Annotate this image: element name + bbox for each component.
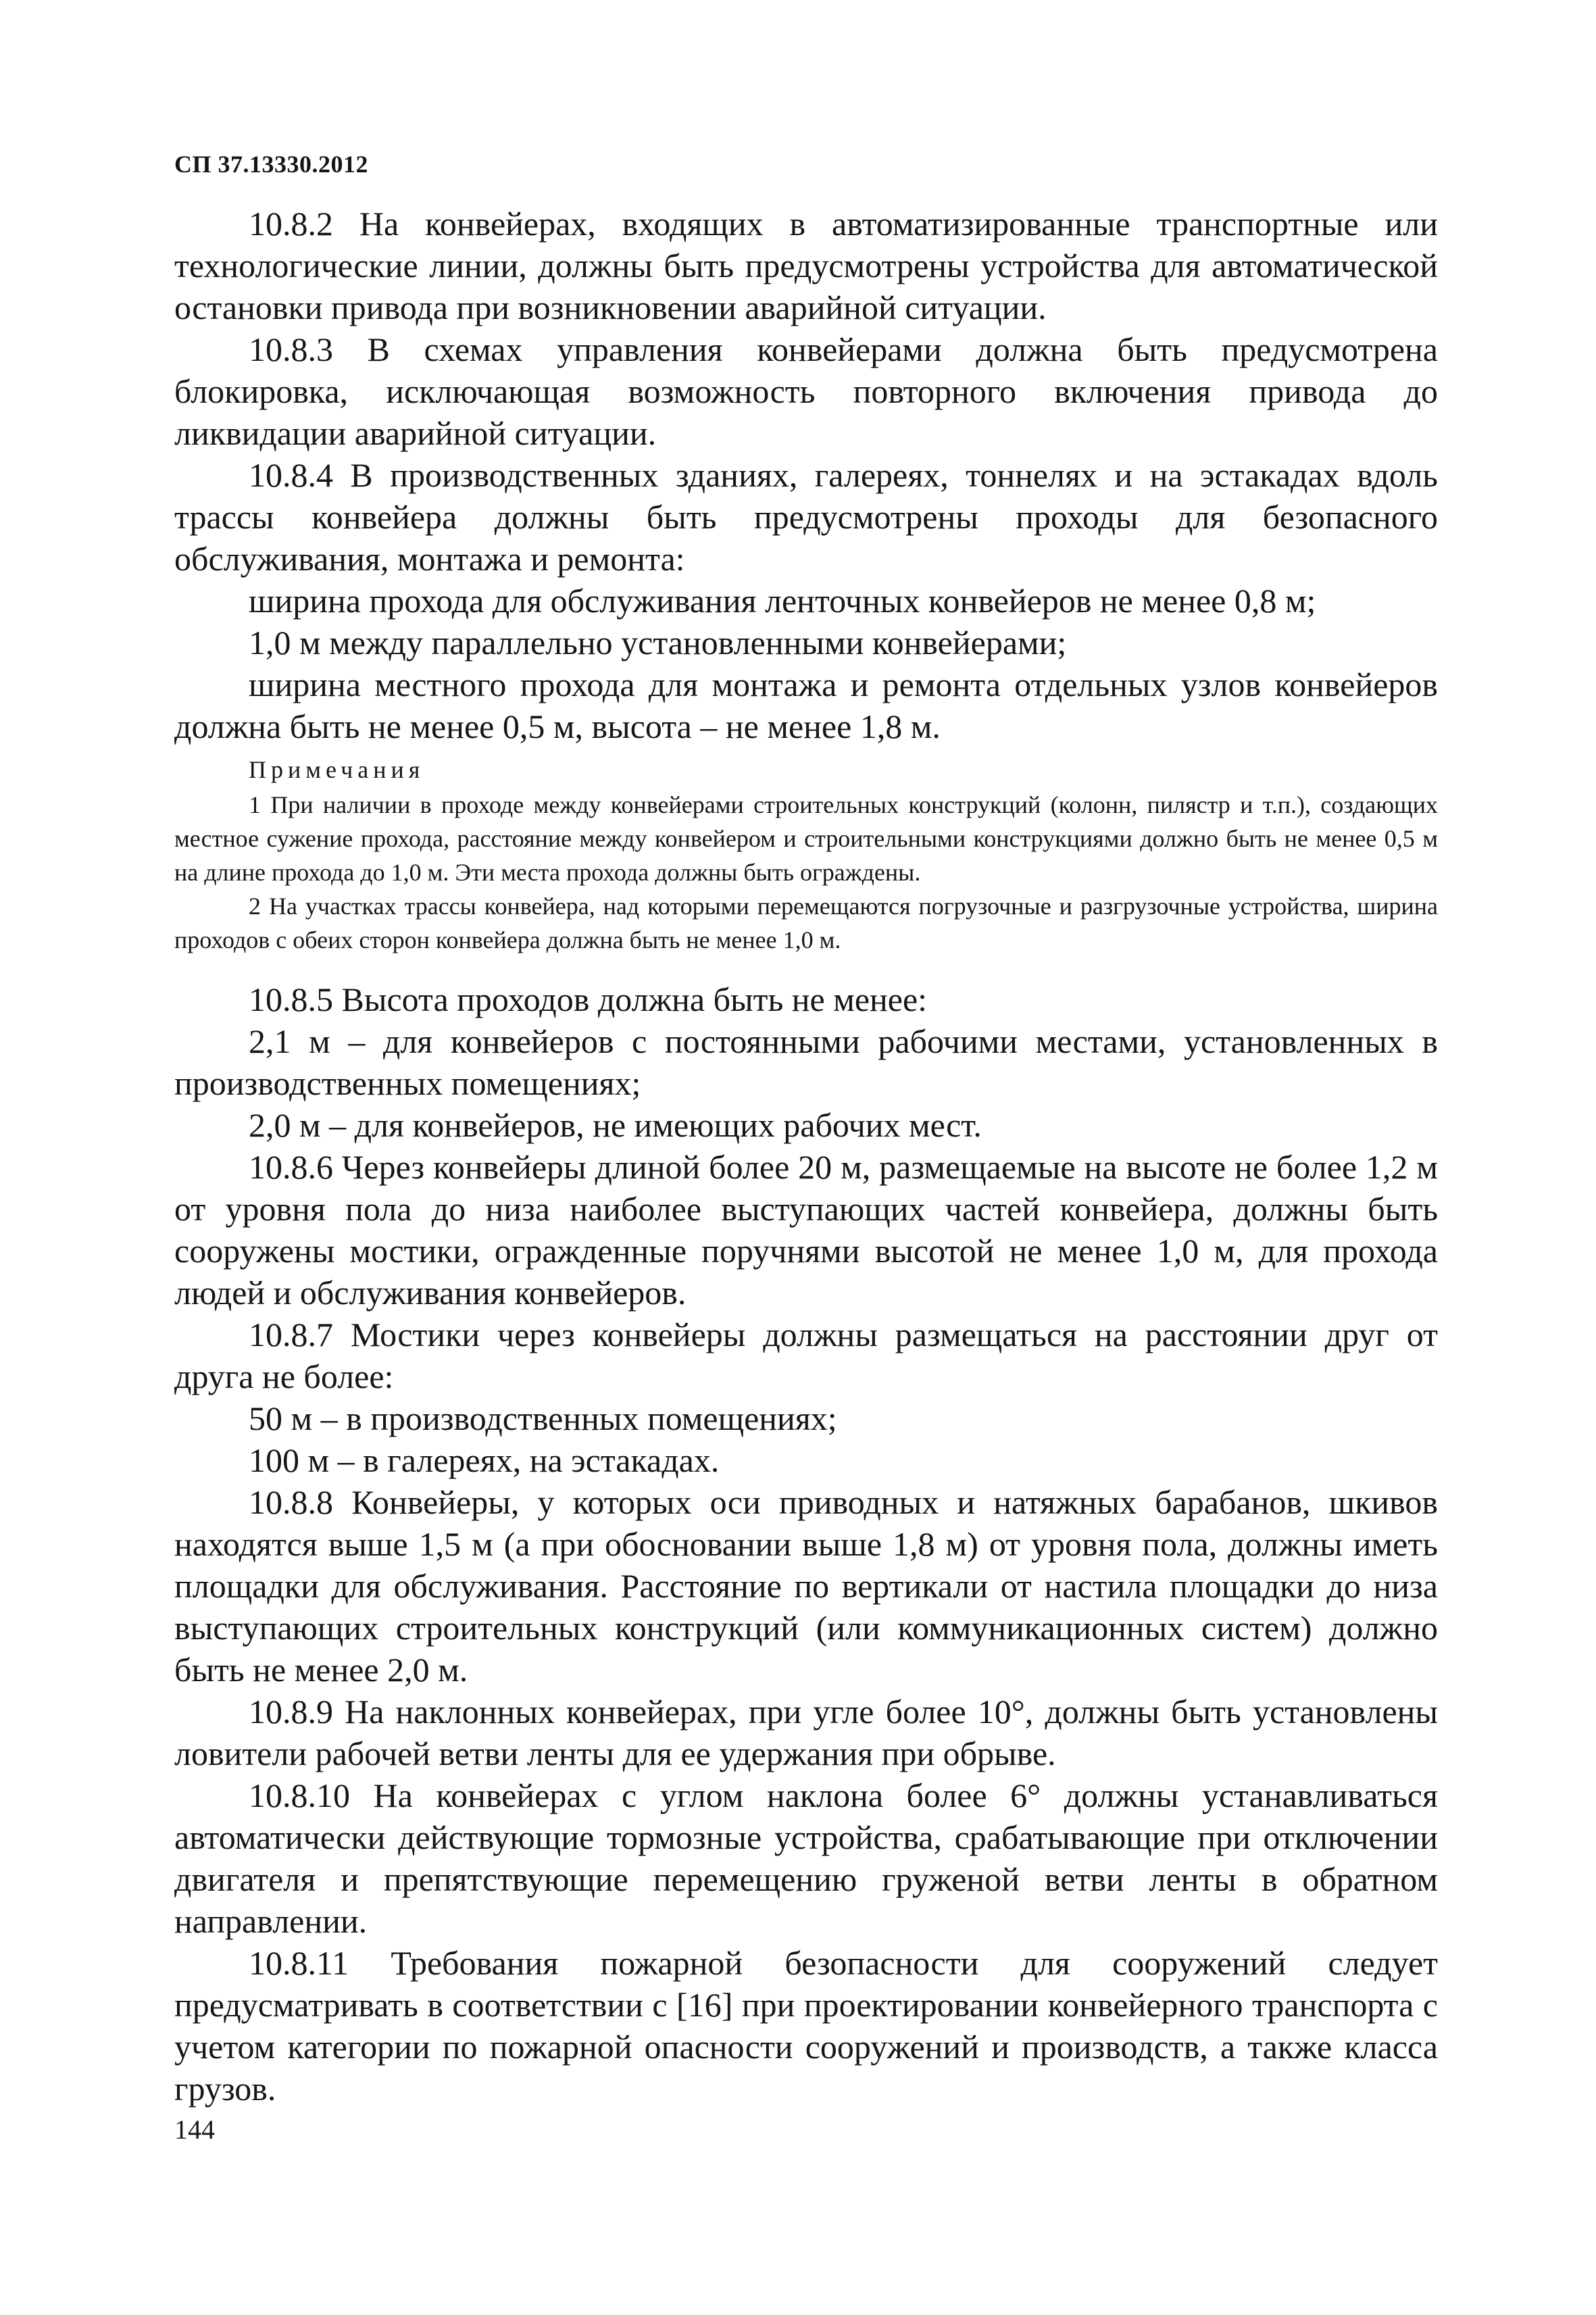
paragraph-10-8-5: 10.8.5 Высота проходов должна быть не менее: bbox=[249, 980, 928, 1018]
note-item-2: 2 На участках трассы конвейера, над которыми перемещаются погрузочные и разгрузочные устройства, ширина проходов с обеих сторон конвейера должна быть не менее 1,0 м. bbox=[174, 893, 1438, 953]
paragraph-10-8-4: 10.8.4 В производственных зданиях, галереях, тоннелях и на эстакадах вдоль трассы конвейера должны быть предусмотрены проходы для безопасного обслуживания, монтажа и ремонта: bbox=[174, 456, 1438, 578]
notes-block bbox=[174, 753, 1438, 957]
paragraph-10-8-8: 10.8.8 Конвейеры, у которых оси приводных и натяжных барабанов, шкивов находятся выше 1,5 м (а при обосновании выше 1,8 м) от уровня пола, должны иметь площадки для обслуживания. Расстояние по вертикали от настила площадки до низа выступающих строительных конструкций (или коммуникационных систем) должно быть не менее 2,0 м. bbox=[174, 1483, 1438, 1689]
list-item-parallel-conveyors: 1,0 м между параллельно установленными конвейерами; bbox=[249, 624, 1067, 662]
paragraph-10-8-9: 10.8.9 На наклонных конвейерах, при угле более 10°, должны быть установлены ловители рабочей ветви ленты для ее удержания при обрыве. bbox=[174, 1693, 1438, 1772]
paragraph-10-8-2: 10.8.2 На конвейерах, входящих в автоматизированные транспортные или технологические линии, должны быть предусмотрены устройства для автоматической остановки привода при возникновении аварийной ситуации. bbox=[174, 205, 1438, 326]
notes-title: Примечания bbox=[249, 756, 425, 783]
list-item-passage-width: ширина прохода для обслуживания ленточных конвейеров не менее 0,8 м; bbox=[249, 582, 1316, 620]
list-item-local-passage: ширина местного прохода для монтажа и ремонта отдельных узлов конвейеров должна быть не менее 0,5 м, высота – не менее 1,8 м. bbox=[174, 666, 1438, 745]
list-item-height-2-0: 2,0 м – для конвейеров, не имеющих рабочих мест. bbox=[249, 1106, 982, 1144]
list-item-100m: 100 м – в галереях, на эстакадах. bbox=[249, 1441, 720, 1479]
document-body bbox=[174, 203, 1438, 2110]
document-code-header: СП 37.13330.2012 bbox=[174, 151, 368, 178]
note-item-1: 1 При наличии в проходе между конвейерами строительных конструкций (колонн, пилястр и т.п.), создающих местное сужение прохода, расстояние между конвейером и строительными конструкциями должно быть не менее 0,5 м на длине прохода до 1,0 м. Эти места прохода должны быть ограждены. bbox=[174, 791, 1438, 886]
paragraph-10-8-6: 10.8.6 Через конвейеры длиной более 20 м, размещаемые на высоте не более 1,2 м от уровня пола до низа наиболее выступающих частей конвейера, должны быть сооружены мостики, огражденные поручнями высотой не менее 1,0 м, для прохода людей и обслуживания конвейеров. bbox=[174, 1148, 1438, 1312]
list-item-50m: 50 м – в производственных помещениях; bbox=[249, 1399, 837, 1437]
paragraph-10-8-11: 10.8.11 Требования пожарной безопасности для сооружений следует предусматривать в соответствии с [16] при проектировании конвейерного транспорта с учетом категории по пожарной опасности сооружений и производств, а также класса грузов. bbox=[174, 1944, 1438, 2108]
paragraph-10-8-7: 10.8.7 Мостики через конвейеры должны размещаться на расстоянии друг от друга не более: bbox=[174, 1316, 1438, 1395]
page-number: 144 bbox=[174, 2114, 215, 2145]
paragraph-10-8-3: 10.8.3 В схемах управления конвейерами должна быть предусмотрена блокировка, исключающая возможность повторного включения привода до ликвидации аварийной ситуации. bbox=[174, 330, 1438, 452]
paragraph-10-8-10: 10.8.10 На конвейерах с углом наклона более 6° должны устанавливаться автоматически действующие тормозные устройства, срабатывающие при отключении двигателя и препятствующие перемещению груженой ветви ленты в обратном направлении. bbox=[174, 1776, 1438, 1940]
list-item-height-2-1: 2,1 м – для конвейеров с постоянными рабочими местами, установленных в производственных помещениях; bbox=[174, 1022, 1438, 1102]
